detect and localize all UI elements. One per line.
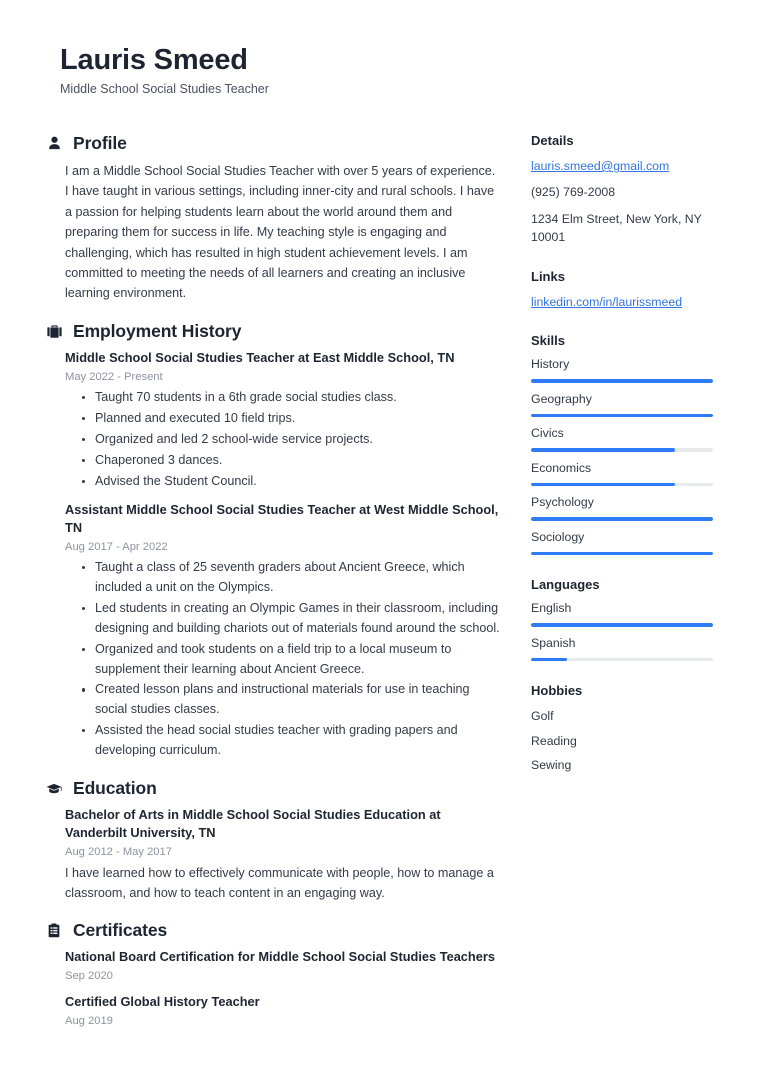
employment-entry: [65, 501, 500, 761]
bullet-item: Taught a class of 25 seventh graders about Ancient Greece, which included a unit on the Olympics.: [95, 558, 500, 598]
section-certificates-header: [44, 920, 500, 941]
profile-text: I am a Middle School Social Studies Teacher with over 5 years of experience. I have taught in various settings, including inner-city and rural schools. I have a passion for helping students learn about the world around them and preparing them for success in life. My teaching style is engaging and challenging, which has resulted in high student achievement levels. I am committed to meeting the needs of all learners and creating an inclusive learning environment.: [65, 164, 496, 301]
candidate-job-title: Middle School Social Studies Teacher: [60, 82, 269, 97]
hobby-item: Reading: [531, 733, 577, 748]
sidebar-section-hobbies: [531, 683, 713, 774]
skill-label: Economics: [531, 460, 592, 475]
hobby-item: Sewing: [531, 757, 572, 772]
education-entry-title: Bachelor of Arts in Middle School Social Studies Education at Vanderbilt University, TN: [65, 807, 441, 841]
section-certificates-body: [44, 948, 500, 1030]
language-bar-fill: [531, 623, 713, 627]
employment-entry-date: May 2022 - Present: [65, 370, 163, 383]
section-education-title: Education: [73, 778, 157, 799]
skill-bar-track: [531, 448, 713, 452]
employment-entry: [65, 349, 500, 492]
skill-bar-track: [531, 552, 713, 556]
language-bar-track: [531, 658, 713, 662]
skill-label: History: [531, 357, 570, 372]
skill-bar-fill: [531, 414, 713, 418]
section-employment-title: Employment History: [73, 320, 242, 341]
language-bar-track: [531, 623, 713, 627]
language-label: English: [531, 601, 572, 616]
skill-item: [531, 461, 713, 486]
education-entry-description: I have learned how to effectively communicate with people, how to manage a classroom, and how to teach content in an engaging way.: [65, 865, 494, 900]
employment-entry-bullets: [65, 388, 500, 491]
bullet-item: Advised the Student Council.: [95, 472, 500, 492]
skill-bar-fill: [531, 483, 675, 487]
bullet-item: Taught 70 students in a 6th grade social studies class.: [95, 388, 500, 408]
skill-bar-fill: [531, 517, 713, 521]
skill-item: [531, 392, 713, 417]
certificate-entry-date: Sep 2020: [65, 970, 113, 983]
section-profile: [44, 133, 500, 304]
section-certificates: [44, 920, 500, 1030]
bullet-item: Created lesson plans and instructional materials for use in teaching social studies classes.: [95, 680, 500, 720]
sidebar-column: [531, 133, 713, 796]
linkedin-link[interactable]: linkedin.com/in/laurissmeed: [531, 294, 683, 309]
skill-item: [531, 357, 713, 382]
skill-label: Sociology: [531, 529, 585, 544]
employment-entry-title: Assistant Middle School Social Studies Teacher at West Middle School, TN: [65, 501, 499, 535]
bullet-item: Assisted the head social studies teacher with grading papers and developing curriculum.: [95, 721, 500, 761]
sidebar-links-title: Links: [531, 268, 565, 284]
education-entry: [65, 806, 500, 903]
skill-bar-track: [531, 414, 713, 418]
section-education-header: [44, 778, 500, 799]
bullet-item: Planned and executed 10 field trips.: [95, 409, 500, 429]
sidebar-section-skills: [531, 333, 713, 555]
skill-bar-track: [531, 517, 713, 521]
sidebar-skills-title: Skills: [531, 333, 565, 349]
section-education: [44, 778, 500, 903]
employment-entry-bullets: [65, 558, 500, 761]
certificate-entry: [65, 993, 500, 1029]
section-employment-header: [44, 321, 500, 342]
skill-bar-track: [531, 483, 713, 487]
language-bar-fill: [531, 658, 567, 662]
section-education-body: [44, 806, 500, 903]
sidebar-details-title: Details: [531, 133, 574, 148]
skill-bar-fill: [531, 379, 713, 383]
resume-header: [60, 44, 700, 98]
resume-sheet: [8, 0, 760, 1086]
briefcase-icon: [44, 321, 64, 341]
bullet-item: Organized and led 2 school-wide service projects.: [95, 430, 500, 450]
bullet-item: Led students in creating an Olympic Games in their classroom, including designing and building chariots out of materials found around the school.: [95, 599, 500, 639]
language-item: [531, 636, 713, 661]
employment-entry-title: Middle School Social Studies Teacher at East Middle School, TN: [65, 349, 455, 365]
candidate-name: Lauris Smeed: [60, 44, 248, 76]
skill-item: [531, 530, 713, 555]
hobby-item: Golf: [531, 709, 554, 724]
certificate-entry-title: National Board Certification for Middle School Social Studies Teachers: [65, 948, 495, 964]
section-certificates-title: Certificates: [73, 919, 168, 940]
bullet-item: Chaperoned 3 dances.: [95, 451, 500, 471]
skill-bar-track: [531, 379, 713, 383]
sidebar-hobbies-title: Hobbies: [531, 683, 583, 699]
address-text: 1234 Elm Street, New York, NY 10001: [531, 211, 702, 245]
skill-label: Civics: [531, 426, 564, 441]
section-profile-title: Profile: [73, 133, 127, 153]
sidebar-section-links: [531, 269, 713, 311]
certificate-entry-date: Aug 2019: [65, 1015, 113, 1028]
certificate-entry-title: Certified Global History Teacher: [65, 994, 260, 1010]
graduation-cap-icon: [44, 779, 64, 799]
language-label: Spanish: [531, 635, 576, 650]
phone-text: (925) 769-2008: [531, 185, 616, 200]
certificate-entry: [65, 948, 500, 984]
clipboard-icon: [44, 920, 64, 940]
section-profile-body: [44, 161, 500, 304]
section-employment: [44, 321, 500, 761]
skill-item: [531, 495, 713, 520]
section-employment-body: [44, 349, 500, 761]
skill-label: Geography: [531, 391, 592, 406]
sidebar-section-details: [531, 133, 713, 247]
skill-bar-fill: [531, 552, 713, 556]
skill-label: Psychology: [531, 495, 594, 510]
person-icon: [44, 134, 64, 154]
language-item: [531, 601, 713, 626]
bullet-item: Organized and took students on a field trip to a local museum to supplement their learning about Ancient Greece.: [95, 640, 500, 680]
skill-bar-fill: [531, 448, 675, 452]
skill-item: [531, 426, 713, 451]
education-entry-date: Aug 2012 - May 2017: [65, 846, 172, 859]
section-profile-header: [44, 133, 500, 154]
email-link[interactable]: lauris.smeed@gmail.com: [531, 159, 670, 173]
employment-entry-date: Aug 2017 - Apr 2022: [65, 540, 168, 553]
sidebar-section-languages: [531, 577, 713, 661]
sidebar-languages-title: Languages: [531, 577, 600, 593]
main-column: [44, 133, 500, 1047]
